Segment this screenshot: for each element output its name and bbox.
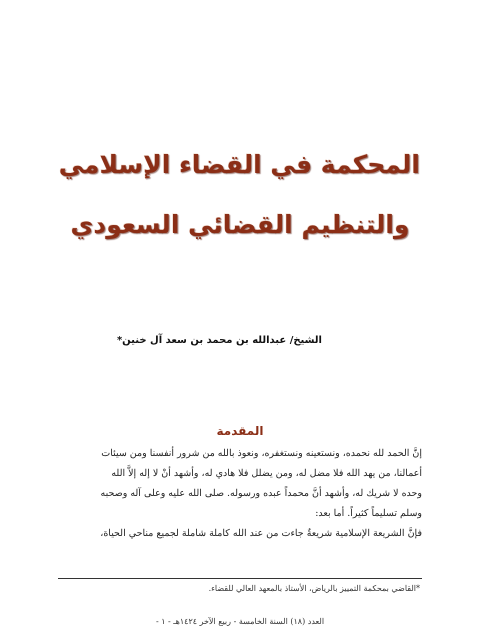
page-footer: العدد (١٨) السنة الخامسة - ربيع الآخر ١٤٢٤هـ - ١ - (155, 617, 325, 626)
body-line: إنَّ الحمد لله نحمده، ونستعينه ونستغفره، ونعوذ بالله من شرور أنفسنا ومن سيئات (101, 448, 422, 459)
intro-heading: المقدمة (216, 424, 264, 438)
footnote-divider (58, 578, 422, 579)
footnote: *القاضي بمحكمة التمييز بالرياض، الأستاذ بالمعهد العالي للقضاء. (208, 584, 420, 593)
body-line: وسلم تسليماً كثيراً. أما بعد: (315, 508, 422, 519)
intro-body (60, 444, 422, 544)
body-line: وحده لا شريك له، وأشهد أنَّ محمداً عبده ورسوله. صلى الله عليه وعلى آله وصحبه (100, 488, 422, 499)
body-line: أعمالنا، من يهد الله فلا مضل له، ومن يضلل فلا هادي له، وأشهد أنْ لا إله إلاَّ الله (111, 468, 422, 479)
title-line-1: المحكمة في القضاء الإسلامي (58, 150, 420, 179)
author-line: الشيخ/ عبدالله بن محمد بن سعد آل خنين* (116, 335, 322, 346)
body-line: فإنَّ الشريعة الإسلامية شريعةٌ جاءت من عند الله كاملة شاملة لجميع مناحي الحياة، (100, 528, 422, 539)
title-line-2: والتنظيم القضائي السعودي (70, 210, 410, 239)
